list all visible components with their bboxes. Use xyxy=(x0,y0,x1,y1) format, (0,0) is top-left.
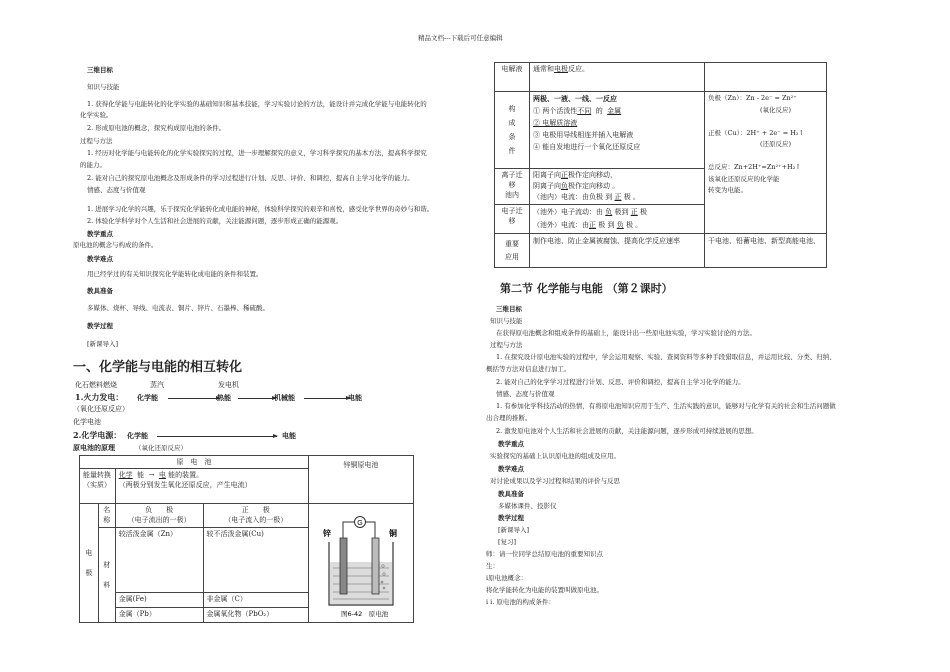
char: 极 xyxy=(85,569,93,577)
blank: 正 xyxy=(614,193,622,201)
section-title: 第二节 化学能与电能 （第２课时） xyxy=(500,282,673,295)
text: 阳离子向 xyxy=(533,171,561,179)
text: 离子迁 xyxy=(501,171,523,179)
char: 构 xyxy=(508,105,516,113)
text: 通常和 xyxy=(533,65,554,73)
text: （两极分别发生氧化还原反应，产生电流） xyxy=(118,481,252,489)
text: 转变为电能。 xyxy=(708,186,747,194)
fire-power-label: 1.火力发电： xyxy=(75,392,124,402)
char: 称 xyxy=(103,516,111,524)
char: 成 xyxy=(508,119,516,127)
energy-step: 热能 xyxy=(217,393,231,402)
text: （池外）电流：由 xyxy=(533,221,589,229)
figure-title: 锌铜原电池 xyxy=(309,456,414,504)
heading-values: 情感、态度与价值观 xyxy=(87,186,146,194)
blank: 金属 xyxy=(607,107,622,115)
text: 两极、一液、一线、一反应 xyxy=(533,94,617,103)
char: 材 xyxy=(103,561,111,569)
text-line: 化学实验。 xyxy=(80,111,113,119)
text-line: 2. 形成原电池的概念，探究构成原电池的条件。 xyxy=(87,124,226,132)
application-examples: 干电池、铅蓄电池、新型高能电池、 xyxy=(705,234,827,268)
text: 移 xyxy=(508,217,516,225)
positive-pole xyxy=(203,504,309,528)
blank: ② 电解质溶液 xyxy=(533,119,578,127)
text: ③ 电极用导线相连并插入电解液 xyxy=(533,131,634,139)
galvanic-cell-table xyxy=(79,455,414,623)
heading-difficulty: 教学难点 xyxy=(498,465,524,473)
section-title: 一、化学能与电能的相互转化 xyxy=(73,360,243,375)
heading-process: 过程与方法 xyxy=(490,341,523,349)
text-line: 的能力。 xyxy=(80,161,106,169)
text: 应用 xyxy=(505,252,519,261)
text-line: [复习] xyxy=(498,538,517,546)
galvanometer-label: G xyxy=(357,520,363,527)
text-line: 2. 体验化学科学对个人生活和社会进展的贡献，关注能源问题，逐步形成正确的能源观。 xyxy=(87,217,343,225)
text-line: 将化学能转化为电能的装置叫做原电池。 xyxy=(486,586,603,594)
text: 能的装置。 xyxy=(168,471,204,479)
table-cell: 非金属（C） xyxy=(203,593,309,608)
text: ① 两个活泼性 xyxy=(533,107,578,115)
copper-label: 铜 xyxy=(389,529,397,538)
text-line: 师：请一位同学总结原电池的重要知识点 xyxy=(486,550,603,558)
text-line: 2. 能对自己的化学学习过程进行计划、反思、评价和调控，提高自主学习化学的能力。 xyxy=(496,378,745,386)
figure-caption: 图6-42 原电池 xyxy=(341,610,389,618)
char: 电 xyxy=(85,549,93,557)
heading-key-point: 教学重点 xyxy=(87,230,113,238)
heading-difficulty: 教学难点 xyxy=(87,255,113,263)
electron-label xyxy=(495,205,530,234)
text: 极 。 xyxy=(625,221,643,229)
table-cell xyxy=(705,63,827,92)
text: 重要 xyxy=(505,239,519,248)
text: 正极（Cu）：2H⁺ + 2e⁻ = H₂↑ xyxy=(708,128,804,137)
char: 料 xyxy=(103,581,111,589)
heading-tools: 教具准备 xyxy=(87,287,113,295)
text: 池内 xyxy=(505,191,519,199)
text: 极 到 xyxy=(598,221,615,229)
copper-electrode xyxy=(372,538,379,594)
arrow-glyph: → xyxy=(148,471,155,479)
blank: 负 xyxy=(616,221,624,229)
text-line: 2. 能对自己的探究原电池概念及形成条件的学习过程进行计划、反思、评价、和调控，提高自主学习化学的能力。 xyxy=(87,174,414,182)
conditions-value xyxy=(530,92,705,169)
cell-figure xyxy=(309,504,414,623)
text: 极作定向移动 。 xyxy=(568,182,620,190)
table-cell: 较活泼金属（Zn） xyxy=(115,528,203,593)
heading-objectives: 三维目标 xyxy=(87,66,113,74)
table-cell: 金属氧化物（PbO₂） xyxy=(203,608,309,623)
blank: 化学 xyxy=(118,471,133,479)
energy-step: 电能 xyxy=(282,431,296,440)
conditions-label xyxy=(495,92,530,169)
blank: 负 xyxy=(605,208,613,216)
application-value: 制作电池、防止金属被腐蚀、提高化学反应速率 xyxy=(530,234,705,268)
text-line: 2. 激发原电池对个人生活和社会进展的贡献，关注能源问题，逐步形成可持续进展的思想。 xyxy=(496,427,758,435)
chem-source-label: 2.化学电源： xyxy=(73,430,122,440)
electron-value xyxy=(530,205,705,234)
text: 正 极 xyxy=(241,506,270,514)
text-line: 在获得原电池概念和组成条件的基础上，能设计出一些原电池实验，学习实验讨论的方法。 xyxy=(496,329,756,337)
text: （电子流入的一极） xyxy=(224,516,288,524)
text-line: 多媒体课件、投影仪 xyxy=(498,502,557,510)
material-label xyxy=(98,528,115,623)
text-line: 1. 进展学习化学的兴趣，乐于探究化学能转化成电能的神秘，体验科学探究的艰辛和喜悦，感受化学世界的奇妙与和谐。 xyxy=(87,205,434,213)
zinc-label: 锌 xyxy=(323,529,331,538)
energy-row-label: 能量转换（实质） xyxy=(80,469,116,504)
text: 该氧化还原反应的化学能 xyxy=(708,174,780,183)
text-line: 实验探究的基础上认识原电池的组成及应用。 xyxy=(490,452,620,460)
name-label xyxy=(98,504,115,528)
text-line: [新课导入] xyxy=(498,526,530,534)
text-line: 1. 有参加化学科技活动的热情，有将原电池知识应用于生产、生活实践的意识，能够对与化学有关的社会和生活问题做 xyxy=(496,402,836,410)
text: （池外）电子流动：由 xyxy=(533,208,603,216)
text: 极 。 xyxy=(623,193,640,201)
char: 名 xyxy=(103,506,111,514)
ion-label xyxy=(495,169,530,205)
flow-label: 发电机 xyxy=(218,381,239,389)
heading-procedure: 教学过程 xyxy=(87,322,113,330)
energy-row-value xyxy=(115,469,308,504)
energy-step: 机械能 xyxy=(274,393,295,402)
row-label: 电解液 xyxy=(495,63,530,92)
text: 能 xyxy=(137,471,145,479)
energy-step: 化学能 xyxy=(137,393,158,402)
text: 极作定向移动， xyxy=(568,171,617,179)
negative-pole xyxy=(115,504,203,528)
heading-process: 过程与方法 xyxy=(80,137,113,145)
blank: 负 xyxy=(561,182,568,190)
text-line: 生： xyxy=(486,562,499,570)
text: 极到 xyxy=(614,208,629,216)
text-line: 多媒体、烧杯、导线、电流表、铜片、锌片、石墨棒、稀硫酸。 xyxy=(87,304,269,312)
principle-note: （氧化还原反应） xyxy=(135,444,187,452)
application-label xyxy=(495,234,530,268)
electrode-label xyxy=(80,504,99,623)
equations xyxy=(705,92,827,234)
heading-knowledge: 知识与技能 xyxy=(87,83,120,91)
text-line: 1. 经历对化学能与电能转化的化学实验探究的过程，进一步理解探究的意义，学习科学探究的基本方法，提高科学探究 xyxy=(87,149,427,157)
text-line: 出合理的推断。 xyxy=(486,414,532,422)
text-line: 概括等方法对信息进行加工。 xyxy=(486,365,571,373)
table-cell: 金属（Pb） xyxy=(115,608,203,623)
energy-step: 化学能 xyxy=(127,431,148,440)
text-line: 1. 获得化学能与电能转化的化学实验的基础知识和基本技能，学习实验讨论的方法，能设计并完成化学能与电能转化的 xyxy=(87,100,427,108)
text: （电子流出的一极） xyxy=(127,516,191,524)
principle-label: 原电池的原理 xyxy=(73,443,115,452)
blank: 正 xyxy=(561,171,568,179)
heading-objectives: 三维目标 xyxy=(496,305,522,313)
arrow xyxy=(168,398,220,399)
heading-knowledge: 知识与技能 xyxy=(490,317,523,325)
text: ④ 能自发地进行一个氧化还原反应 xyxy=(533,143,641,151)
cell-summary-table xyxy=(494,62,827,268)
text: (氧化反应) xyxy=(760,105,792,114)
energy-step: 电能 xyxy=(348,393,362,402)
text-line: i i. 原电池的构成条件： xyxy=(486,598,555,606)
note: （氧化还原反应） xyxy=(73,405,129,413)
text-line: [新课导入] xyxy=(87,340,119,348)
arrow xyxy=(304,398,350,399)
page-header: 精品文档---下载后可任意编辑 xyxy=(418,34,503,42)
blank: 电极 xyxy=(554,65,568,73)
zinc-electrode xyxy=(340,538,347,594)
text: 极 xyxy=(639,208,647,216)
text-line: 对讨论成果以及学习过程和结果的评价与反思 xyxy=(490,477,620,485)
table-cell: 较不活泼金属(Cu) xyxy=(203,528,309,593)
text-line: 用已经学过的有关知识探究化学能转化成电能的条件和装置。 xyxy=(87,270,263,278)
heading-values: 情感、态度与价值观 xyxy=(496,390,555,398)
text: 反应。 xyxy=(568,65,589,73)
heading-procedure: 教学过程 xyxy=(498,514,524,522)
heading-key-point: 教学重点 xyxy=(498,440,524,448)
ion-value xyxy=(530,169,705,205)
zinc-copper-cell-diagram xyxy=(309,504,413,619)
char: 条 xyxy=(508,133,516,141)
arrow xyxy=(238,398,276,399)
note: 化学电池 xyxy=(73,418,101,426)
text: (还原反应) xyxy=(760,140,792,148)
electrolyte-value xyxy=(530,63,705,92)
blank: 电 xyxy=(158,471,166,479)
text-line: 1. 在探究设计原电池实验的过程中，学会运用观察、实验、查阅资料等多种手段猎取信息，并运用比较、分类、归纳、 xyxy=(496,353,836,361)
text: 的 xyxy=(595,107,603,115)
flow-label: 蒸汽 xyxy=(150,381,164,389)
text: 总反应：Zn+2H⁺=Zn²⁺+H₂↑ xyxy=(708,163,801,171)
table-header: 原 电 池 xyxy=(80,456,309,469)
blank: 正 xyxy=(630,208,638,216)
char: 件 xyxy=(508,147,516,155)
text: 负 极 xyxy=(145,506,174,514)
text-line: i原电池概念： xyxy=(486,574,528,582)
arrow xyxy=(157,436,277,437)
text-line: 原电池的概念与构成的条件。 xyxy=(73,241,158,249)
text: （池内）电流：由负极 xyxy=(533,193,603,201)
text: 阴离子向 xyxy=(533,182,561,190)
table-cell: 金属(Fe) xyxy=(115,593,203,608)
blank: 正 xyxy=(589,221,596,229)
text: 到 xyxy=(605,193,613,201)
text: 电子迁 xyxy=(501,207,523,215)
text: 负极（Zn）：Zn - 2e⁻ = Zn²⁺ xyxy=(708,94,797,102)
heading-tools: 教具准备 xyxy=(498,490,524,498)
blank: 不同 xyxy=(577,107,592,115)
flow-label: 化石燃料燃烧 xyxy=(75,381,117,389)
text: 移 xyxy=(508,181,516,189)
